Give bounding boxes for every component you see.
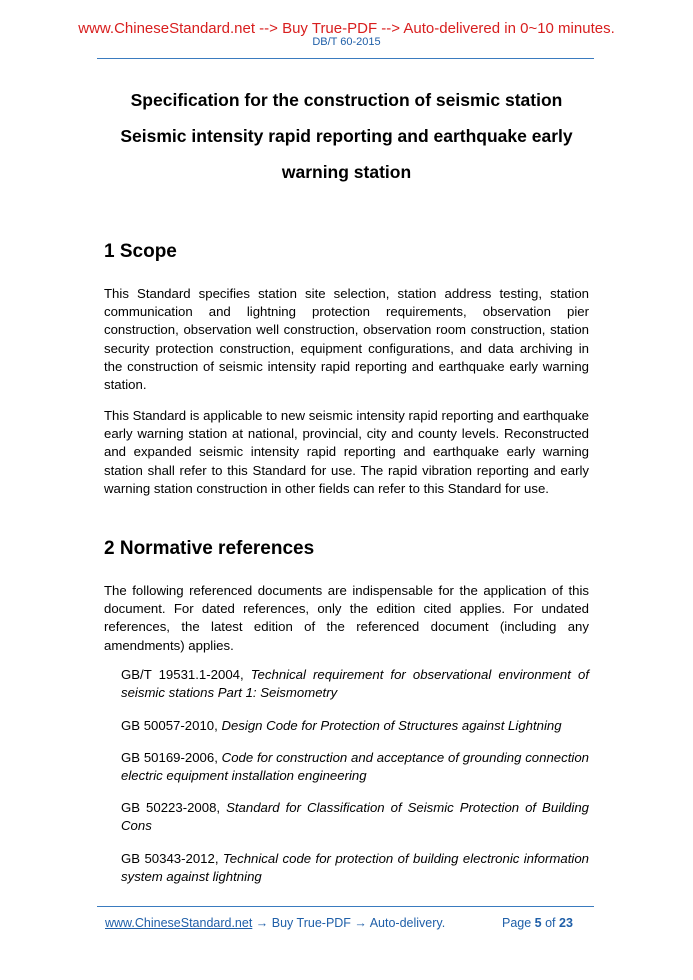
footer-divider [97,906,594,907]
section-heading: 2 Normative references [104,538,315,559]
page-indicator [502,916,573,931]
promo-banner[interactable]: www.ChineseStandard.net --> Buy True-PDF --> Auto-delivered in 0~10 minutes. [78,20,615,37]
document-title [60,82,633,190]
reference-title: Standard for Classification of Seismic Protection of Building Cons [121,800,589,834]
section-scope [104,240,589,264]
page-number: 5 [534,916,542,930]
reference-item [104,749,589,785]
header-divider [97,58,594,59]
total-pages: 23 [559,916,573,930]
document-number: DB/T 60-2015 [312,36,381,48]
section-normative-references [104,537,589,561]
scope-paragraph-2-block [104,407,589,498]
reference-title: Design Code for Protection of Structures against Lightning [221,718,562,733]
page-label: Page [502,916,535,930]
footer-promo [105,916,445,931]
reference-code: GB 50223-2008, [121,800,227,815]
reference-title: Technical requirement for observational environment of seismic stations Part 1: Seismometry [121,667,589,701]
footer-delivery-text: → Buy True-PDF → Auto-delivery. [252,916,446,930]
title-line-3: warning station [281,162,412,182]
scope-paragraph: This Standard specifies station site selection, station address testing, station communication and lightning protection requirements, observation pier construction, observation well construction, observation room construction, station security protection construction, equipment configurations, and data archiving in the construction of seismic intensity rapid reporting and earthquake early warning station. [104,286,589,393]
scope-paragraph: This Standard is applicable to new seismic intensity rapid reporting and earthquake early warning station at national, provincial, city and county levels. Reconstructed and expanded seismic intensity rapid reporting and earthquake early warning station shall refer to this Standard for use. The rapid vibration reporting and early warning station construction in other fields can refer to this Standard for use. [104,408,589,496]
reference-item [104,666,589,702]
reference-item [104,850,589,886]
reference-item [104,799,589,835]
references-intro-block [104,582,589,655]
reference-code: GB 50169-2006, [121,750,222,765]
reference-item [104,717,589,735]
section-heading: 1 Scope [104,241,177,262]
reference-code: GB/T 19531.1-2004, [121,667,251,682]
reference-title: Code for construction and acceptance of grounding connection electric equipment installation engineering [121,750,589,784]
reference-title: Technical code for protection of building electronic information system against lightning [121,851,589,885]
title-line-1: Specification for the construction of seismic station [130,90,563,110]
scope-paragraph-1-block [104,285,589,394]
reference-code: GB 50057-2010, [121,718,222,733]
page-of-label: of [541,916,559,930]
title-line-2: Seismic intensity rapid reporting and earthquake early [120,126,573,146]
reference-code: GB 50343-2012, [121,851,223,866]
footer-site-link[interactable]: www.ChineseStandard.net [105,916,253,930]
references-intro: The following referenced documents are indispensable for the application of this document. For dated references, only the edition cited applies. For undated references, the latest edition of the referenced document (including any amendments) applies. [104,583,589,653]
